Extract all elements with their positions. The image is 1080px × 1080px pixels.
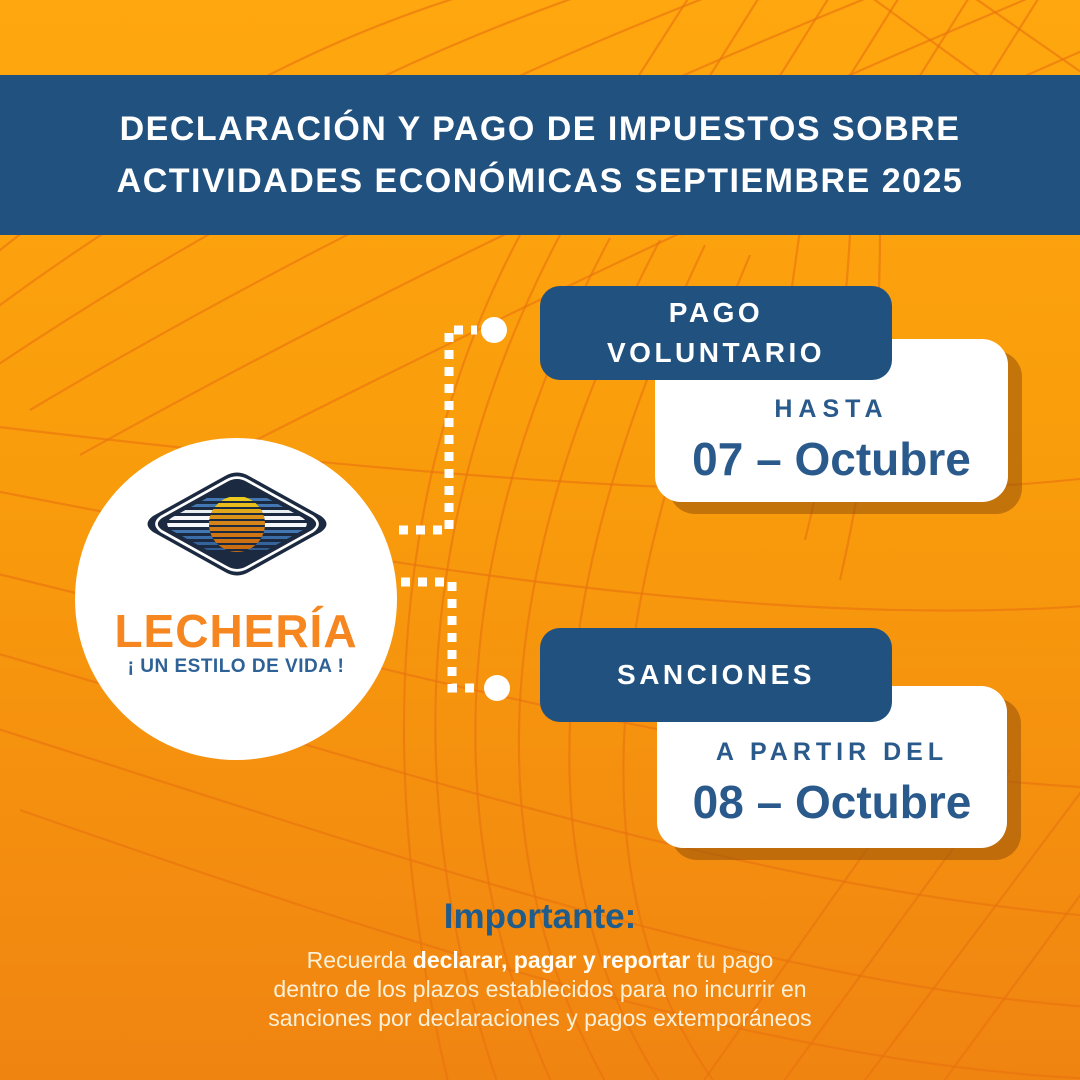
- footer-line1-pre: Recuerda: [306, 947, 413, 973]
- connector-bottom-dot-icon: [484, 675, 510, 701]
- lecheria-logo: [75, 438, 397, 760]
- lecheria-diamond-icon: [139, 468, 335, 580]
- connector-top-dot-icon: [481, 317, 507, 343]
- title-banner: [0, 75, 1080, 235]
- voluntary-date-label: HASTA: [774, 395, 889, 423]
- connector-top-dotted-line: [399, 330, 477, 530]
- sanctions-date-value: 08 – Octubre: [692, 776, 972, 828]
- sanctions-title-card: [540, 628, 892, 722]
- logo-wordmark: LECHERÍA: [114, 605, 358, 657]
- sanctions-date-label: A PARTIR DEL: [715, 738, 949, 766]
- voluntary-date-value: 07 – Octubre: [692, 433, 971, 485]
- logo-tagline: ¡ UN ESTILO DE VIDA !: [127, 656, 345, 677]
- footer-line2: dentro de los plazos establecidos para no incurrir en: [273, 976, 807, 1002]
- footer-line1-post: tu pago: [690, 947, 774, 973]
- footer-line3: sanciones por declaraciones y pagos extemporáneos: [268, 1005, 812, 1031]
- voluntary-title-line2: VOLUNTARIO: [606, 337, 826, 368]
- connector-bottom-dotted-line: [401, 582, 477, 688]
- title-line-1: DECLARACIÓN Y PAGO DE IMPUESTOS SOBRE: [119, 110, 961, 148]
- voluntary-title-line1: PAGO: [668, 297, 764, 328]
- footer-paragraph: [0, 946, 1080, 1033]
- title-line-2: ACTIVIDADES ECONÓMICAS SEPTIEMBRE 2025: [116, 162, 964, 200]
- footer-heading: Importante:: [443, 897, 637, 936]
- voluntary-title-card: [540, 286, 892, 380]
- footer-line1-bold: declarar, pagar y reportar: [412, 947, 691, 973]
- sanctions-title: SANCIONES: [617, 659, 815, 690]
